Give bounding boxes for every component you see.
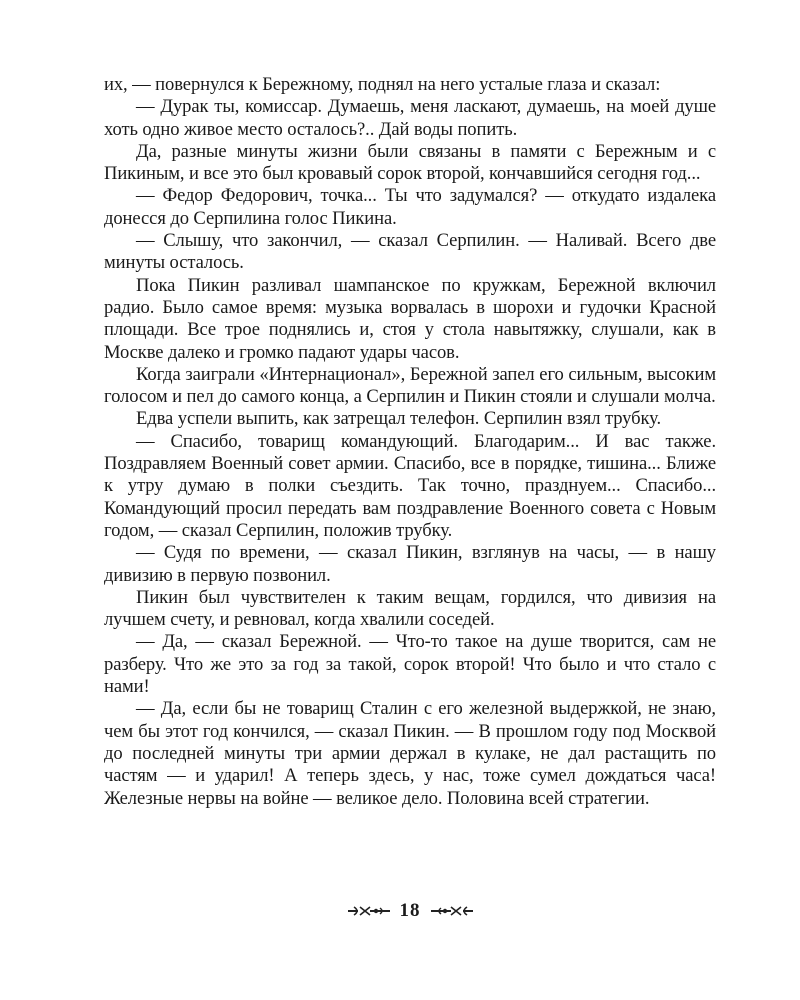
paragraph: — Спасибо, товарищ командующий. Благодарим... И вас также. Поздравляем Военный совет армии. Спасибо, все в порядке, тишина... Ближе к утру думаю в полки съездить. Так точно, празднуем... Спасибо... Командующий просил передать вам поздравление Военного совета с Новым годом, — сказал Серпилин, положив трубку. [104, 430, 716, 541]
paragraph: — Слышу, что закончил, — сказал Серпилин. — Наливай. Всего две минуты осталось. [104, 230, 716, 274]
paragraph: — Федор Федорович, точка... Ты что задумался? — откудато издалека донесся до Серпилина голос Пикина. [104, 185, 716, 229]
paragraph: — Судя по времени, — сказал Пикин, взглянув на часы, — в нашу дивизию в первую позвонил. [104, 542, 716, 586]
paragraph: Да, разные минуты жизни были связаны в памяти с Бережным и с Пикиным, и все это был кровавый сорок второй, кончавшийся сегодня год... [104, 140, 716, 185]
paragraph: Пикин был чувствителен к таким вещам, гордился, что дивизия на лучшем счету, и ревновал, когда хвалили соседей. [104, 586, 716, 631]
paragraph: их, — повернулся к Бережному, поднял на него усталые глаза и сказал: [104, 74, 661, 95]
body-text [104, 74, 716, 810]
ornament-right-icon [429, 904, 475, 918]
paragraph: Пока Пикин разливал шампанское по кружкам, Бережной включил радио. Было самое время: музыка ворвалась в шорохи и гудочки Красной площади. Все трое поднялись и, стоя у стола навытяжку, слушали, как в Москве далеко и громко падают удары часов. [104, 274, 716, 363]
ornament-left-icon [346, 904, 392, 918]
paragraph: — Дурак ты, комиссар. Думаешь, меня ласкают, думаешь, на моей душе хоть одно живое место осталось?.. Дай воды попить. [104, 96, 716, 140]
paragraph: — Да, если бы не товарищ Сталин с его железной выдержкой, не знаю, чем бы этот год кончился, — сказал Пикин. — В прошлом году под Москвой до последней минуты три армии держал в кулаке, не дал растащить по частям — и ударил! А теперь здесь, у нас, тоже сумел дождаться часа! Железные нервы на войне — великое дело. Половина всей стратегии. [104, 698, 716, 809]
page-number: 18 [399, 900, 421, 921]
paragraph: — Да, — сказал Бережной. — Что-то такое на душе творится, сам не разберу. Что же это за год за такой, сорок второй! Что было и что стало с нами! [104, 631, 716, 698]
page-footer [104, 900, 716, 922]
paragraph: Едва успели выпить, как затрещал телефон. Серпилин взял трубку. [136, 408, 662, 430]
book-page [104, 74, 716, 954]
paragraph: Когда заиграли «Интернационал», Бережной запел его сильным, высоким голосом и пел до самого конца, а Серпилин и Пикин стояли и слушали молча. [104, 363, 716, 408]
